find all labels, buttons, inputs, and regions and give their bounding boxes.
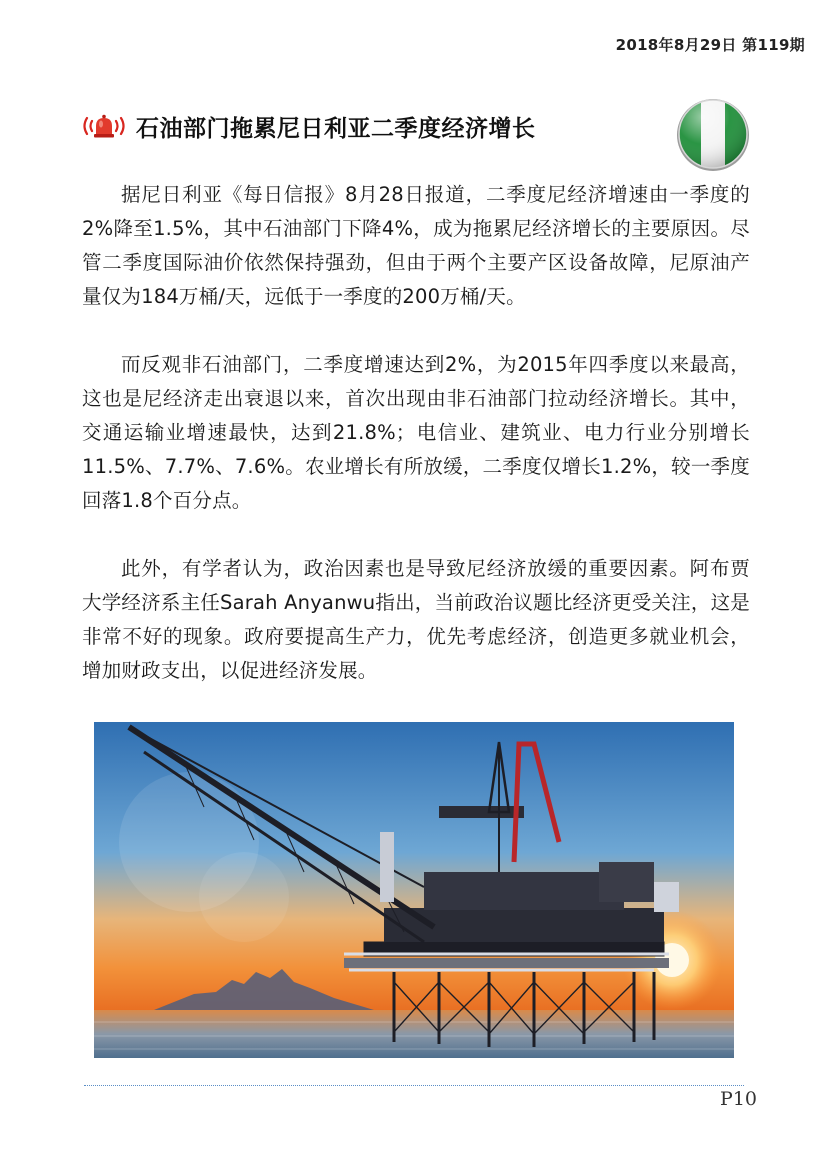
oil-platform-photo [94, 722, 734, 1058]
paragraph-1: 据尼日利亚《每日信报》8月28日报道，二季度尼经济增速由一季度的2%降至1.5%，其中石油部门下降4%，成为拖累尼经济增长的主要原因。尽管二季度国际油价依然保持强劲，但由于两个主要产区设备故障，尼原油产量仅为184万桶/天，远低于一季度的200万桶/天。 [82, 183, 750, 308]
headline-row [80, 108, 640, 144]
footer-divider [84, 1085, 744, 1086]
page-number: P10 [720, 1088, 757, 1110]
alarm-bell-icon [80, 112, 128, 140]
article-title: 石油部门拖累尼日利亚二季度经济增长 [136, 116, 536, 142]
nigeria-flag-icon [675, 96, 751, 172]
article-body [82, 178, 750, 722]
paragraph-3: 此外，有学者认为，政治因素也是导致尼经济放缓的重要因素。阿布贾大学经济系主任Sarah Anyanwu指出，当前政治议题比经济更受关注，这是非常不好的现象。政府要提高生产力，优先考虑经济，创造更多就业机会，增加财政支出，以促进经济发展。 [82, 557, 750, 682]
paragraph-2: 而反观非石油部门，二季度增速达到2%，为2015年四季度以来最高，这也是尼经济走出衰退以来，首次出现由非石油部门拉动经济增长。其中，交通运输业增速最快，达到21.8%；电信业、建筑业、电力行业分别增长11.5%、7.7%、7.6%。农业增长有所放缓，二季度仅增长1.2%，较一季度回落1.8个百分点。 [82, 353, 750, 512]
issue-date: 2018年8月29日 第119期 [615, 36, 805, 54]
